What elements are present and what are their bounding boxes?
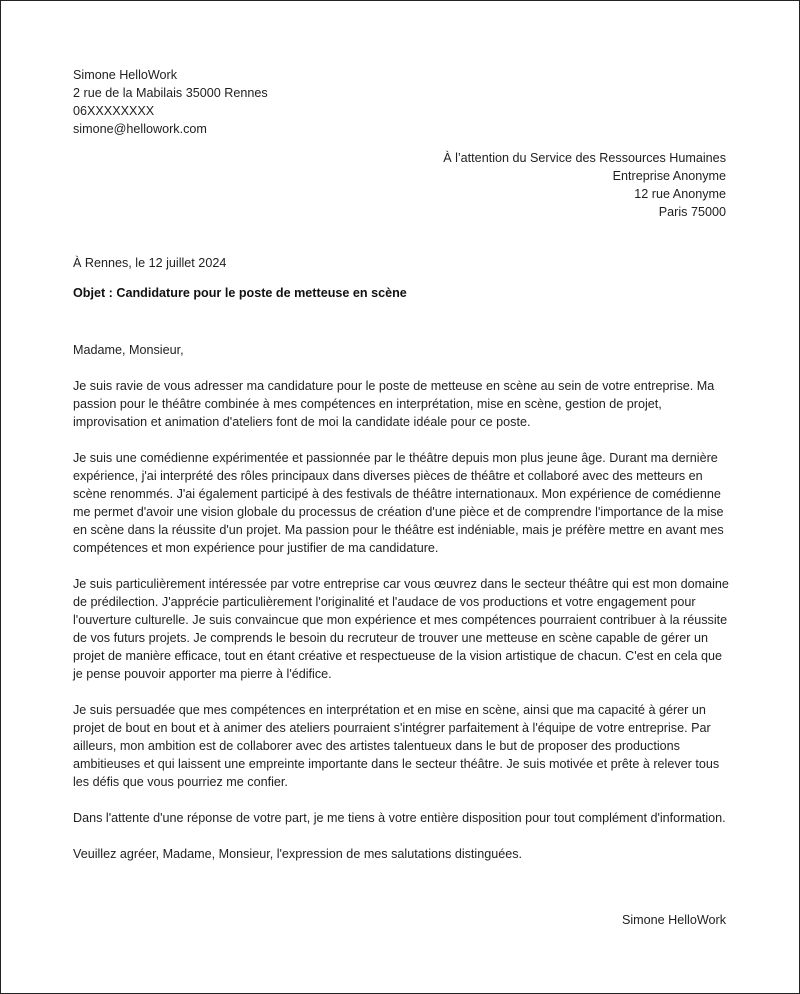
body-paragraph: Dans l'attente d'une réponse de votre part, je me tiens à votre entière disposition pour tout complément d'information.: [73, 811, 726, 825]
sender-name: Simone HelloWork: [73, 68, 178, 82]
signature: Simone HelloWork: [621, 913, 726, 927]
recipient-company: Entreprise Anonyme: [612, 169, 726, 183]
sender-address: 2 rue de la Mabilais 35000 Rennes: [73, 86, 268, 100]
place-date: À Rennes, le 12 juillet 2024: [73, 256, 227, 270]
letter-subject: Objet : Candidature pour le poste de metteuse en scène: [73, 286, 407, 300]
body-paragraph: Je suis particulièrement intéressée par votre entreprise car vous œuvrez dans le secteur théâtre qui est mon domaine de prédilection. J'apprécie particulièrement l'originalité et l'audace de vos productions et votre engagement pour l'ouverture culturelle. Je suis convaincue que mon expérience et mes compétences pourraient contribuer à la réussite de vos futurs projets. Je comprends le besoin du recruteur de trouver une metteuse en scène capable de gérer un projet de manière efficace, tout en étant créative et respectueuse de la vision artistique de chacun. C'est en cela que je pense pouvoir apporter ma pierre à l'édifice.: [73, 577, 729, 681]
letter-body: [73, 341, 733, 881]
closing-formula: Veuillez agréer, Madame, Monsieur, l'expression de mes salutations distinguées.: [73, 847, 523, 861]
body-paragraph: Je suis une comédienne expérimentée et passionnée par le théâtre depuis mon plus jeune âge. Durant ma dernière expérience, j'ai interprété des rôles principaux dans diverses pièces de théâtre et collaboré avec des metteurs en scène renommés. J'ai également participé à des festivals de théâtre internationaux. Mon expérience de comédienne me permet d'avoir une vision globale du processus de création d'une pièce et de comprendre l'importance de la mise en scène dans la réussite d'un projet. Ma passion pour le théâtre est indéniable, mais je préfère mettre en avant mes compétences et mon expérience pour justifier de ma candidature.: [73, 451, 724, 555]
recipient-street: 12 rue Anonyme: [634, 187, 726, 201]
recipient-city: Paris 75000: [658, 205, 726, 219]
recipient-block: [443, 149, 726, 221]
recipient-attention: À l’attention du Service des Ressources Humaines: [443, 151, 726, 165]
body-paragraph: Je suis ravie de vous adresser ma candidature pour le poste de metteuse en scène au sein de votre entreprise. Ma passion pour le théâtre combinée à mes compétences en interprétation, mise en scène, gestion de projet, improvisation et animation d'ateliers font de moi la candidate idéale pour ce poste.: [73, 379, 715, 429]
sender-phone: 06XXXXXXXX: [73, 104, 155, 118]
body-paragraph: Je suis persuadée que mes compétences en interprétation et en mise en scène, ainsi que ma capacité à gérer un projet de bout en bout et à animer des ateliers pourraient s'intégrer parfaitement à l'équipe de votre entreprise. Par ailleurs, mon ambition est de collaborer avec des artistes talentueux dans le but de proposer des productions ambitieuses et qui laissent une empreinte importante dans le secteur théâtre. Je suis motivée et prête à relever tous les défis que vous pourriez me confier.: [73, 703, 720, 789]
sender-block: [73, 66, 268, 138]
sender-email: simone@hellowork.com: [73, 122, 207, 136]
salutation: Madame, Monsieur,: [73, 343, 184, 357]
